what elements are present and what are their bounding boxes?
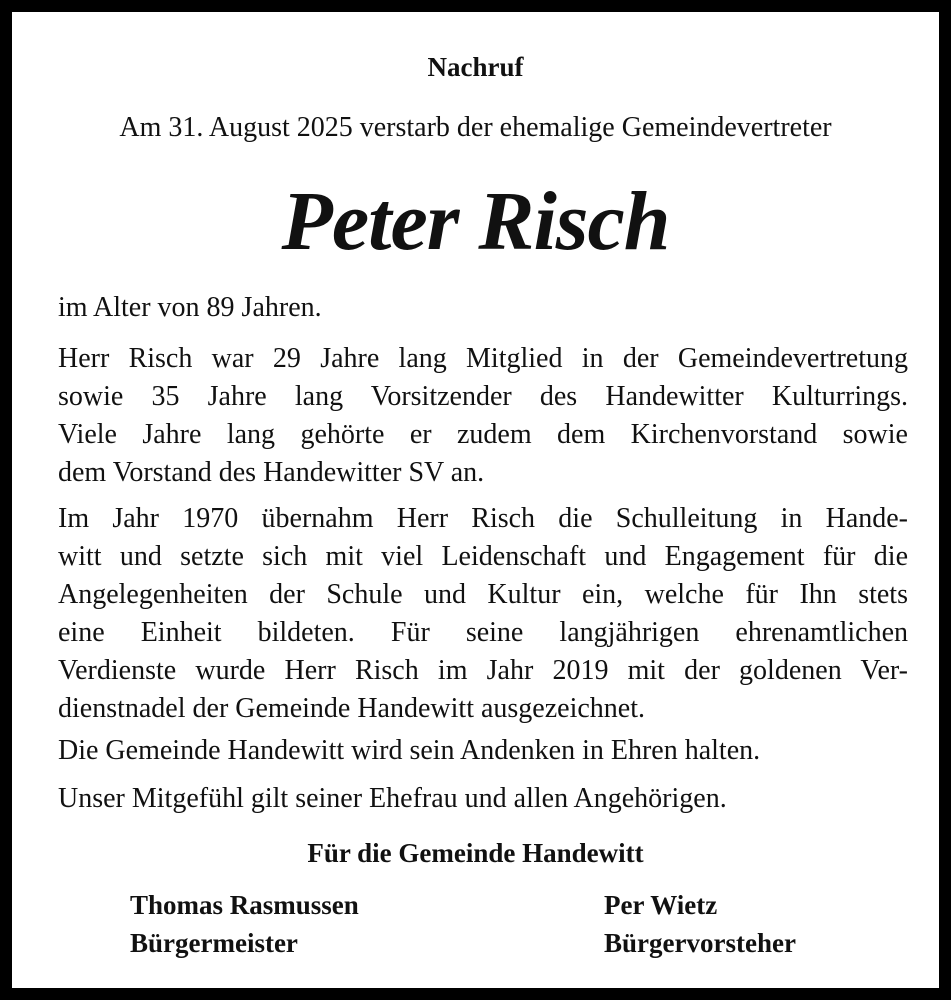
- signatory-role: Bürgermeister: [130, 928, 298, 958]
- paragraph-remembrance: [58, 732, 908, 770]
- signatory-name: Per Wietz: [604, 890, 718, 920]
- paragraph-career: [58, 340, 908, 492]
- text-line: Die Gemeinde Handewitt wird sein Andenken in Ehren halten.: [58, 735, 761, 766]
- text-line: Angelegenheiten der Schule und Kultur ein, welche für Ihn stets: [58, 579, 908, 610]
- signatory-role: Bürgervorsteher: [604, 928, 796, 958]
- intro-line: Am 31. August 2025 verstarb der ehemalige Gemeindevertreter: [119, 112, 832, 143]
- text-line: eine Einheit bildeten. Für seine langjährigen ehrenamtlichen: [58, 617, 908, 648]
- paragraph-school: [58, 500, 908, 728]
- text-line: Im Jahr 1970 übernahm Herr Risch die Schulleitung in Hande-: [58, 503, 908, 534]
- text-line: Viele Jahre lang gehörte er zudem dem Kirchenvorstand sowie: [58, 419, 908, 450]
- text-line: Herr Risch war 29 Jahre lang Mitglied in der Gemeindevertretung: [58, 343, 908, 374]
- text-line: witt und setzte sich mit viel Leidenschaft und Engagement für die: [58, 541, 908, 572]
- text-line: Verdienste wurde Herr Risch im Jahr 2019 mit der goldenen Ver-: [58, 655, 908, 686]
- text-line: dienstnadel der Gemeinde Handewitt ausgezeichnet.: [58, 693, 645, 724]
- age-text: im Alter von 89 Jahren.: [58, 292, 322, 323]
- signatory-name: Thomas Rasmussen: [130, 890, 359, 920]
- signature-mayor: [130, 886, 359, 962]
- signature-chair: [604, 886, 796, 962]
- paragraph-condolence: [58, 780, 908, 818]
- text-line: dem Vorstand des Handewitter SV an.: [58, 457, 485, 488]
- deceased-name: Peter Risch: [281, 175, 670, 268]
- text-line: sowie 35 Jahre lang Vorsitzender des Handewitter Kulturrings.: [58, 381, 908, 412]
- text-line: Unser Mitgefühl gilt seiner Ehefrau und allen Angehörigen.: [58, 783, 727, 814]
- signature-title: Für die Gemeinde Handewitt: [307, 838, 644, 868]
- notice-heading: Nachruf: [427, 52, 524, 82]
- age-line: [58, 289, 908, 327]
